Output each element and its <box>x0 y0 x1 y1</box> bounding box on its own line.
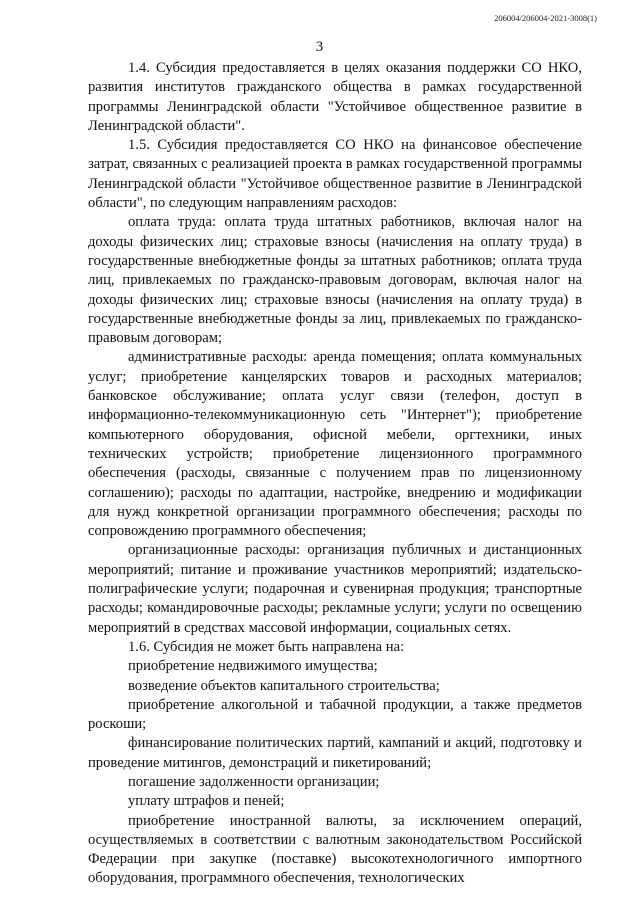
document-id: 206004/206004-2021-3008(1) <box>494 13 597 23</box>
list-item-fines: уплату штрафов и пеней; <box>128 793 285 810</box>
paragraph-org-costs: организационные расходы: организация публичных и дистанционных мероприятий; питание и проживание участников мероприятий; издательско-полиграфические услуги; подарочная и сувенирная продукция; транспортные расходы; командировочные расходы; рекламные услуги; услуги по освещению мероприятий в средствах массовой информации, социальных сетях. <box>88 542 582 636</box>
paragraph-labor-costs: оплата труда: оплата труда штатных работников, включая налог на доходы физических лиц; страховые взносы (начисления на оплату труда) в государственные внебюджетные фонды за штатных работников; оплата труда лиц, привлекаемых по гражданско-правовым договорам, включая налог на доходы физических лиц; страховые взносы (начисления на оплату труда) в государственные внебюджетные фонды за лиц, привлекаемых по гражданско-правовым договорам; <box>88 214 582 347</box>
paragraph-1-6: 1.6. Субсидия не может быть направлена на: <box>128 638 405 655</box>
list-item-real-estate: приобретение недвижимого имущества; <box>128 658 378 675</box>
paragraph-admin-costs: административные расходы: аренда помещения; оплата коммунальных услуг; приобретение канцелярских товаров и расходных материалов; банковское обслуживание; оплата услуг связи (телефон, доступ в информационно-телекоммуникационную сеть "Интернет"); приобретение компьютерного оборудования, офисной мебели, оргтехники, иных технических устройств; приобретение лицензионного программного обеспечения (расходы, связанные с получением прав по лицензионному соглашению); расходы по адаптации, настройке, внедрению и модификации для нужд конкретной организации программного обеспечения; расходы по сопровождению программного обеспечения; <box>88 349 582 540</box>
paragraph-1-5: 1.5. Субсидия предоставляется СО НКО на финансовое обеспечение затрат, связанных с реализацией проекта в рамках государственной программы Ленинградской области "Устойчивое общественное развитие в Ленинградской области", по следующим направлениям расходов: <box>88 137 582 212</box>
document-body <box>88 59 582 889</box>
list-item-debt: погашение задолженности организации; <box>128 773 380 790</box>
page-number: 3 <box>315 39 324 55</box>
paragraph-1-4: 1.4. Субсидия предоставляется в целях оказания поддержки СО НКО, развития институтов гражданского общества в рамках государственной программы Ленинградской области "Устойчивое общественное развитие в Ленинградской области". <box>88 60 582 134</box>
list-item-political: финансирование политических партий, кампаний и акций, подготовку и проведение митингов, демонстраций и пикетирований; <box>88 735 582 771</box>
list-item-construction: возведение объектов капитального строительства; <box>128 677 440 694</box>
list-item-currency: приобретение иностранной валюты, за исключением операций, осуществляемых в соответствии с валютным законодательством Российской Федерации при закупке (поставке) высокотехнологичного импортного оборудования, программного обеспечения, технологических <box>88 812 582 887</box>
list-item-alcohol-tobacco: приобретение алкогольной и табачной продукции, а также предметов роскоши; <box>88 696 582 733</box>
